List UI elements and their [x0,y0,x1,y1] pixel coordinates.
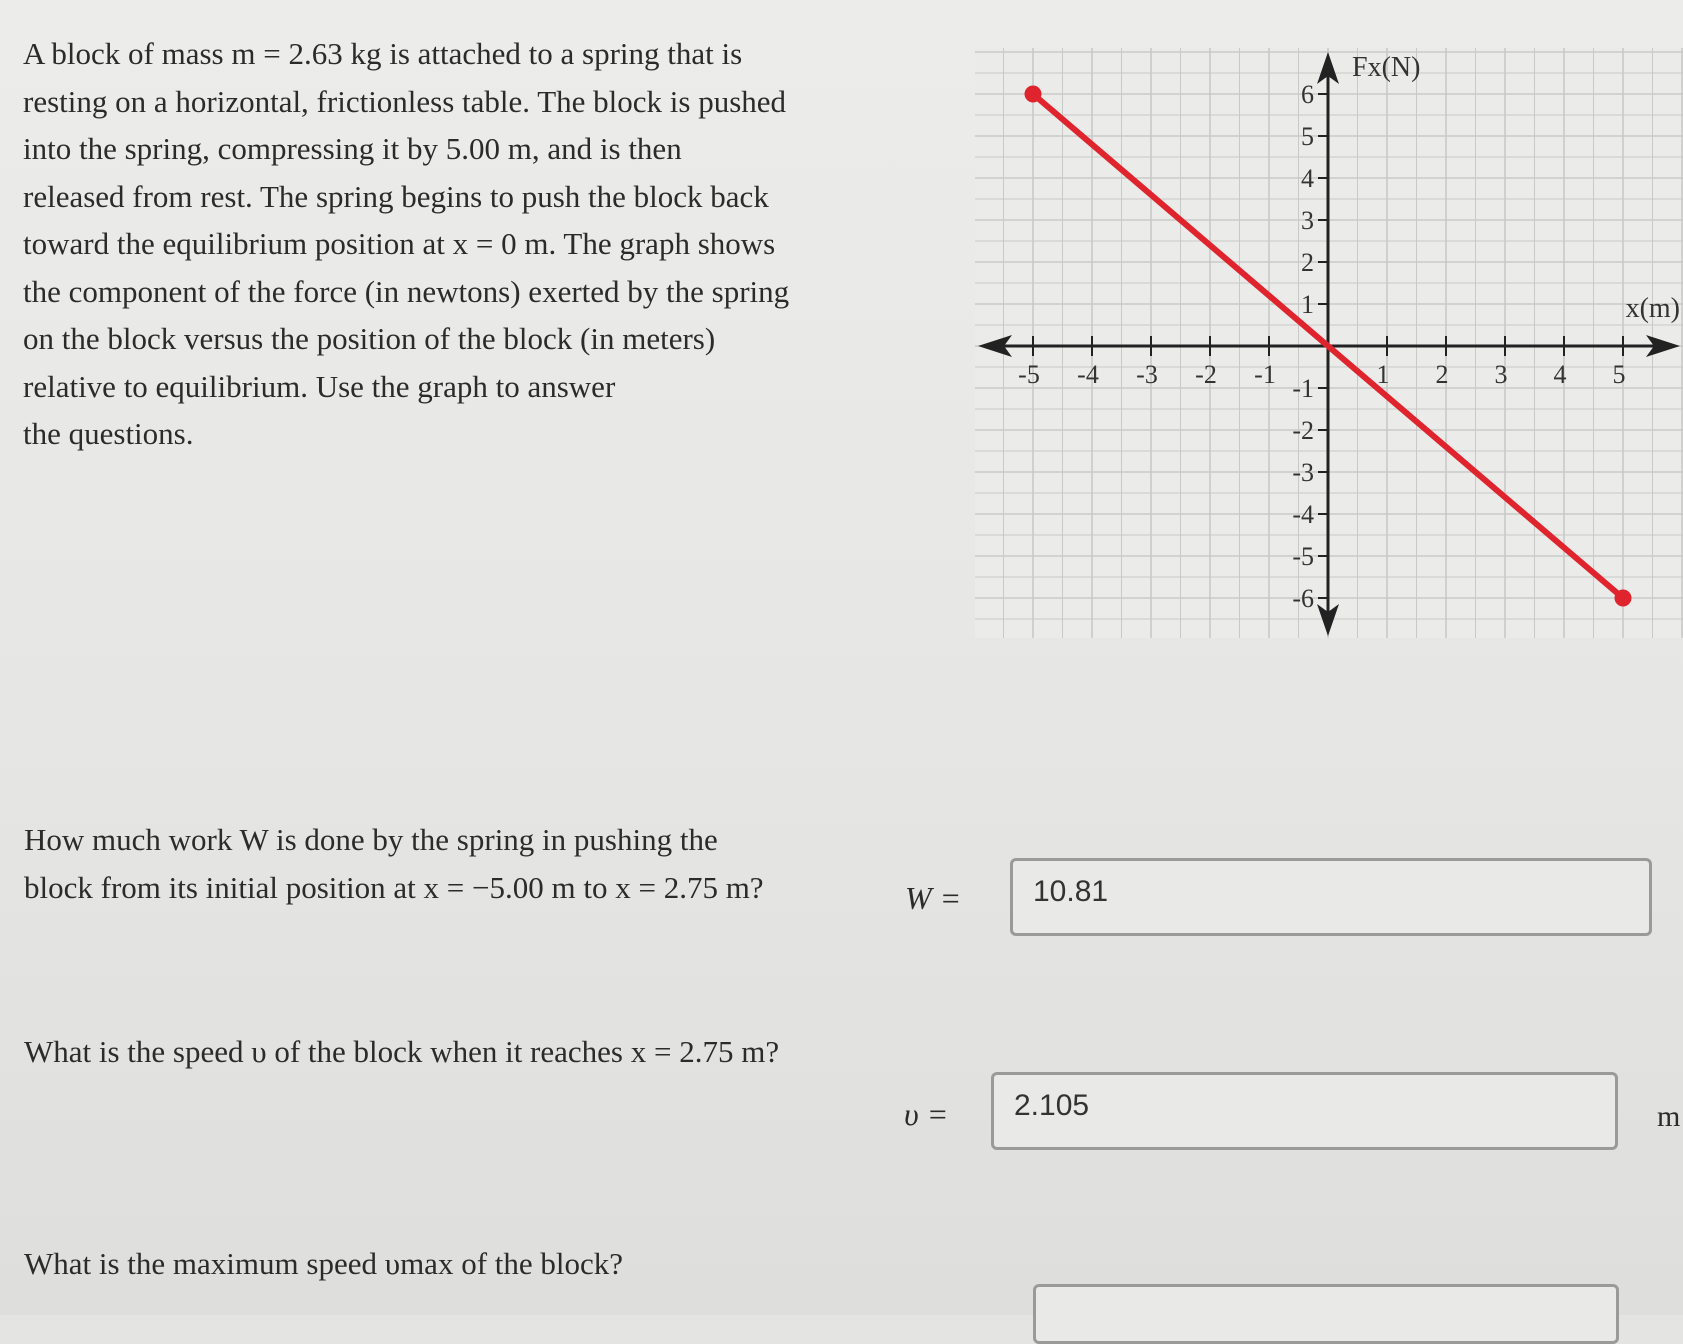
y-tick-label: 2 [1301,248,1314,277]
y-tick-label: -6 [1292,584,1314,613]
problem-line: the component of the force (in newtons) exerted by the spring [23,273,790,309]
y-tick-label: -3 [1292,458,1314,487]
y-tick-label: 5 [1301,122,1314,151]
question-text: What is the speed υ of the block when it reaches x = 2.75 m? [24,1034,780,1069]
y-tick-label: 6 [1301,80,1314,109]
y-tick-label: 3 [1301,206,1314,235]
speed-unit: m [1657,1100,1681,1133]
speed-answer-field[interactable]: 2.105 [991,1072,1618,1150]
problem-line: on the block versus the position of the block (in meters) [23,321,716,356]
y-tick-label: -2 [1292,416,1314,445]
problem-line: into the spring, compressing it by 5.00 m, and is then [23,131,682,166]
problem-line: resting on a horizontal, frictionless table. The block is pushed [23,83,787,119]
x-tick-label: -4 [1077,360,1099,389]
problem-line: released from rest. The spring begins to push the block back [23,178,769,214]
x-tick-label: 3 [1494,360,1508,389]
problem-line: the questions. [23,416,194,451]
data-point [1615,590,1632,607]
x-axis-title: x(m) [1625,293,1680,324]
x-tick-label: -5 [1018,360,1040,389]
x-tick-label: 5 [1612,360,1626,389]
y-tick-label: 1 [1301,290,1314,319]
max-speed-answer-field[interactable] [1033,1284,1619,1344]
force-position-graph [0,0,1683,660]
y-tick-label: -1 [1292,374,1314,403]
y-axis-title: Fx(N) [1352,52,1421,83]
work-answer-field[interactable]: 10.81 [1010,858,1652,936]
problem-line: A block of mass m = 2.63 kg is attached to a spring that is [23,36,743,71]
problem-line: relative to equilibrium. Use the graph to answer [23,368,616,404]
y-tick-label: 4 [1301,164,1314,193]
problem-line: toward the equilibrium position at x = 0 m. The graph shows [23,226,776,261]
x-tick-label: -2 [1195,360,1217,389]
question-text: How much work W is done by the spring in pushing the [24,822,718,857]
speed-answer-label: υ = [904,1096,949,1132]
question-text: block from its initial position at x = −5.00 m to x = 2.75 m? [24,870,764,905]
x-tick-label: 2 [1435,360,1449,389]
x-tick-label: -3 [1136,360,1158,389]
x-tick-label: -1 [1254,360,1276,389]
y-tick-label: -5 [1292,542,1314,571]
work-answer-label: W = [905,880,962,916]
data-point [1025,86,1042,103]
x-tick-label: 4 [1553,360,1567,389]
question-speed [24,1028,884,1076]
x-tick-label: 1 [1376,360,1390,389]
y-tick-label: -4 [1292,500,1314,529]
question-text: What is the maximum speed υmax of the block? [24,1246,624,1281]
question-work [24,816,884,912]
question-max-speed [24,1240,884,1288]
